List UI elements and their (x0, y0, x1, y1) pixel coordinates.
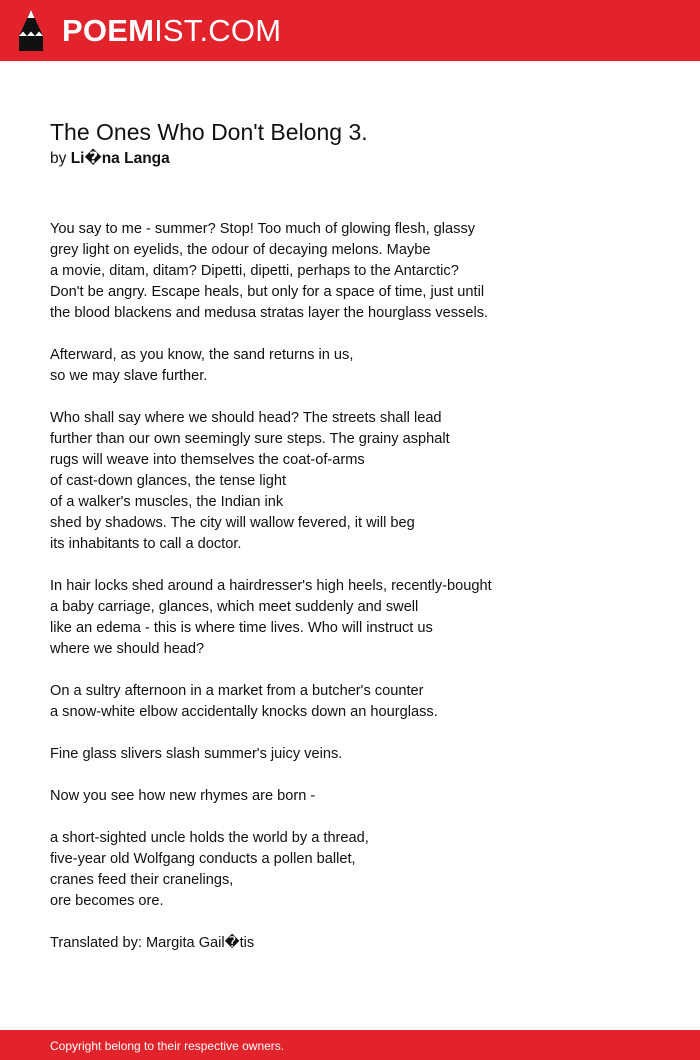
poem-line: a baby carriage, glances, which meet suddenly and swell (50, 599, 419, 615)
poem-stanza (50, 219, 670, 324)
poem-stanza (50, 345, 670, 387)
site-logo[interactable] (62, 11, 281, 51)
poem-line: a short-sighted uncle holds the world by a thread, (50, 830, 369, 846)
poem-line: grey light on eyelids, the odour of decaying melons. Maybe (50, 242, 431, 258)
poem-line: where we should head? (50, 641, 205, 657)
poem-line: five-year old Wolfgang conducts a pollen ballet, (50, 851, 356, 867)
poem-line: of cast-down glances, the tense light (50, 473, 287, 489)
poem-line: so we may slave further. (50, 368, 208, 384)
poem-stanza (50, 828, 670, 912)
poem-stanza (50, 786, 670, 807)
poem-stanza (50, 744, 670, 765)
poem-stanza (50, 681, 670, 723)
poem-body (50, 219, 670, 975)
pencil-tip-icon[interactable] (17, 9, 45, 52)
poem-stanza (50, 576, 670, 660)
poem-line: You say to me - summer? Stop! Too much of glowing flesh, glassy (50, 221, 476, 237)
poem-line: the blood blackens and medusa stratas layer the hourglass vessels. (50, 305, 489, 321)
byline (50, 148, 170, 170)
byline-prefix: by (50, 150, 67, 167)
poem-stanza (50, 408, 670, 555)
poem-line: rugs will weave into themselves the coat-of-arms (50, 452, 365, 468)
poem-line: ore becomes ore. (50, 893, 164, 909)
poem-line: its inhabitants to call a doctor. (50, 536, 242, 552)
poem-line: shed by shadows. The city will wallow fevered, it will beg (50, 515, 415, 531)
poem-line: Afterward, as you know, the sand returns in us, (50, 347, 354, 363)
poem-title: The Ones Who Don't Belong 3. (50, 119, 368, 145)
logo-light-text: IST.COM (154, 13, 282, 48)
poem-line: a movie, ditam, ditam? Dipetti, dipetti, perhaps to the Antarctic? (50, 263, 459, 279)
poem-line: Translated by: Margita Gail�tis (50, 935, 255, 951)
poem-line: further than our own seemingly sure steps. The grainy asphalt (50, 431, 450, 447)
poem-line: of a walker's muscles, the Indian ink (50, 494, 284, 510)
poem-line: a snow-white elbow accidentally knocks down an hourglass. (50, 704, 438, 720)
poem-line: Fine glass slivers slash summer's juicy veins. (50, 746, 343, 762)
site-footer (0, 1030, 700, 1060)
poem-line: In hair locks shed around a hairdresser's high heels, recently-bought (50, 578, 492, 594)
poem-line: Now you see how new rhymes are born - (50, 788, 316, 804)
poem-line: Who shall say where we should head? The streets shall lead (50, 410, 442, 426)
poem-line: Don't be angry. Escape heals, but only for a space of time, just until (50, 284, 485, 300)
site-header (0, 0, 700, 61)
poem-stanza (50, 933, 670, 954)
logo-bold-text: POEM (62, 13, 155, 48)
poem-line: like an edema - this is where time lives. Who will instruct us (50, 620, 433, 636)
author-name: Li�na Langa (70, 150, 170, 167)
poem-line: On a sultry afternoon in a market from a butcher's counter (50, 683, 424, 699)
poem-line: cranes feed their cranelings, (50, 872, 234, 888)
copyright-text: Copyright belong to their respective owners. (50, 1039, 285, 1053)
